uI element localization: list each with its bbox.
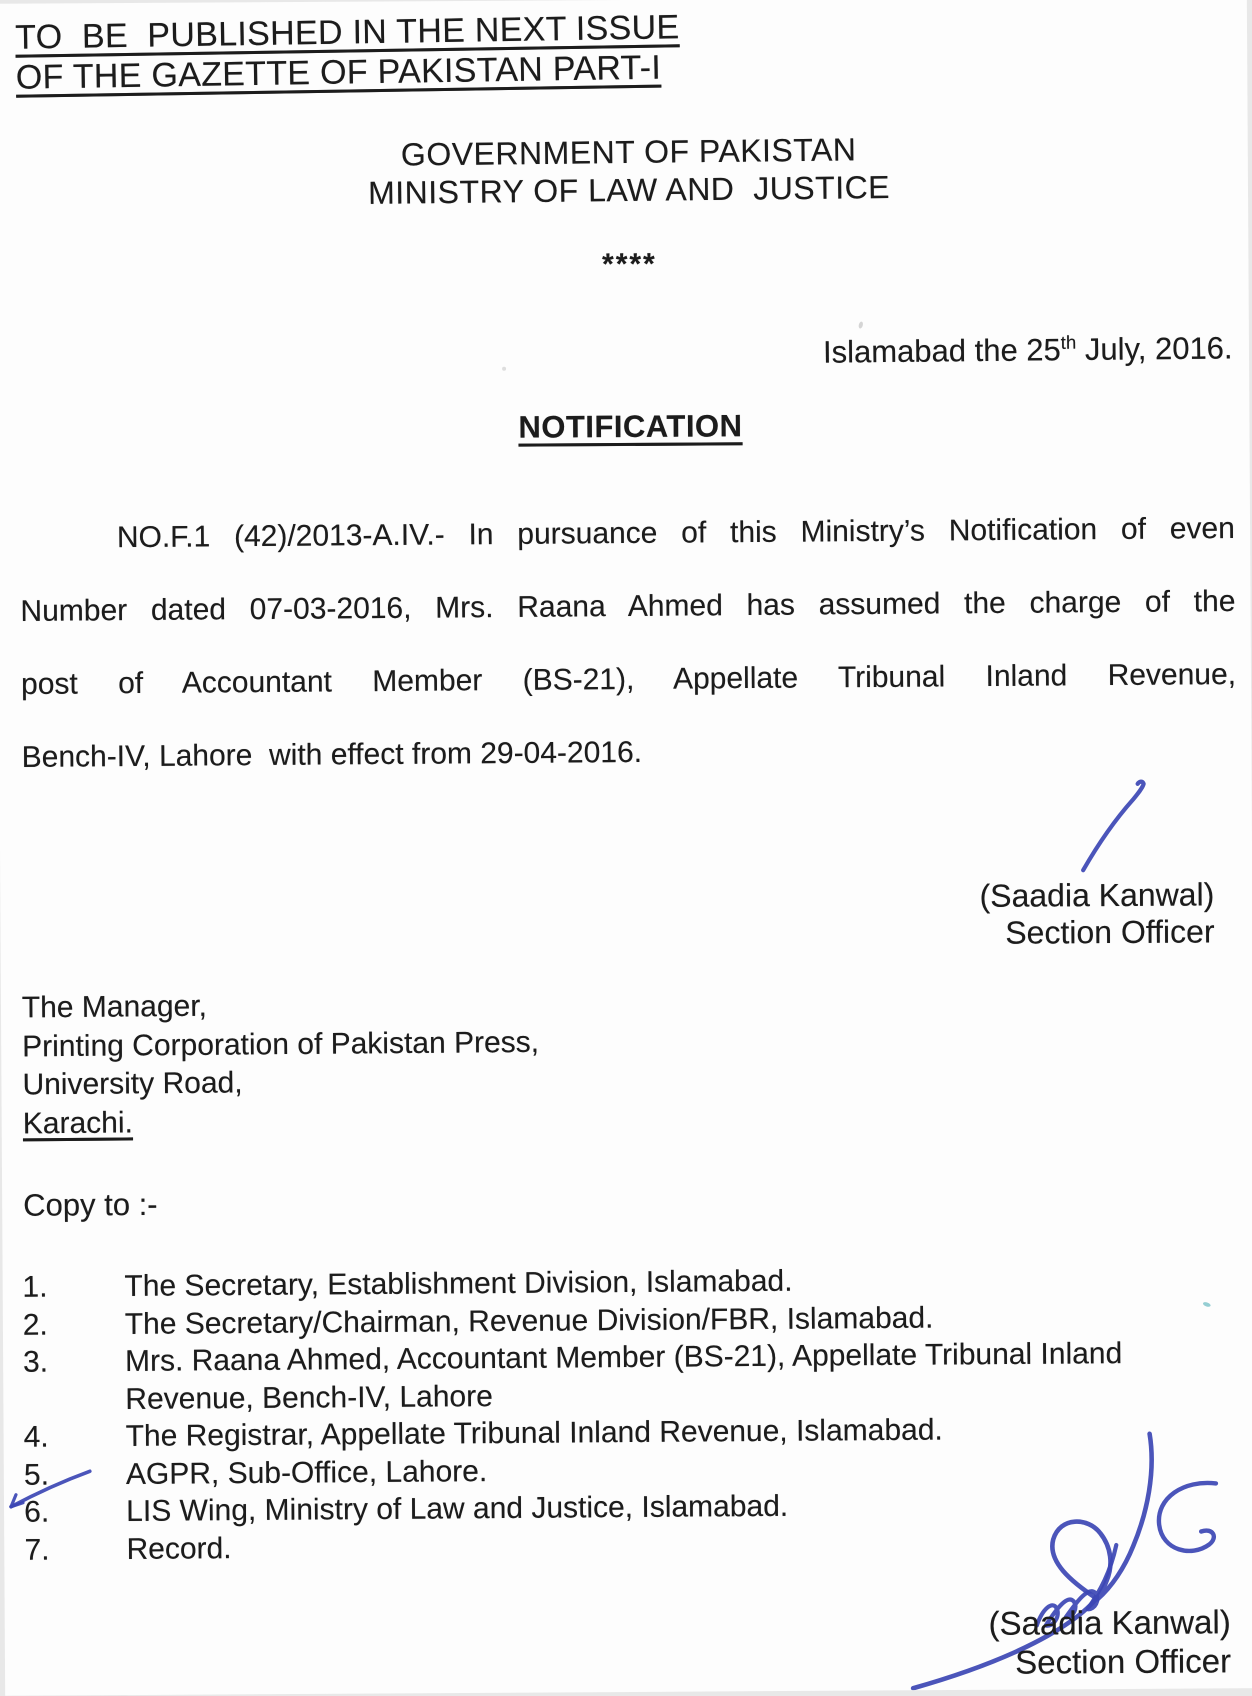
copy-to-heading: Copy to :- [23,1186,158,1223]
copy-to-list [22,1259,1239,1569]
list-item [23,1334,1239,1419]
government-title: GOVERNMENT OF PAKISTAN [400,131,857,173]
addressee-line-2: Printing Corporation of Pakistan Press, [22,1025,540,1063]
list-item-number: 1. [22,1270,48,1304]
body-line-2: Number dated 07-03-2016, Mrs. Raana Ahmed has assumed the charge of the [20,585,1236,628]
scan-speck [858,321,864,329]
notification-title: NOTIFICATION [518,408,743,445]
upper-signatory-name: (Saadia Kanwal) [979,876,1215,914]
scan-speck [502,367,506,371]
letterhead [328,130,929,213]
list-item-number: 4. [23,1420,49,1454]
list-item-number: 7. [24,1533,50,1567]
list-item-text: The Registrar, Appellate Tribunal Inland Revenue, Islamabad. [125,1413,943,1453]
list-item-number: 3. [22,1345,49,1379]
body-line-3: post of Accountant Member (BS-21), Appellate Tribunal Inland Revenue, [20,657,1237,701]
upper-signature-block [979,876,1214,951]
list-item-number: 6. [24,1495,50,1529]
list-item-text: The Secretary/Chairman, Revenue Division/FBR, Islamabad. [124,1301,934,1341]
gazette-notice-line-2: OF THE GAZETTE OF PAKISTAN PART-I [15,48,662,97]
body-line-4: Bench-IV, Lahore with effect from 29-04-2016. [21,735,643,774]
ministry-title: MINISTRY OF LAW AND JUSTICE [367,169,891,211]
dateline-text-after: July, 2016. [1076,330,1234,368]
lower-signatory-name: (Saadia Kanwal) [988,1603,1231,1642]
body-line-1: NO.F.1 (42)/2013-A.IV.- In pursuance of this Ministry’s Notification of even [116,512,1235,555]
list-item-number: 2. [22,1308,48,1342]
addressee-line-4: Karachi. [22,1105,134,1140]
upper-signature-ink-icon [1055,772,1166,883]
dateline-ordinal-suffix: th [1061,331,1077,353]
addressee-line-1: The Manager, [21,989,208,1025]
gazette-publication-notice [15,7,680,97]
lower-signature-block [988,1602,1231,1681]
dateline [823,330,1233,370]
addressee-block [22,985,540,1144]
upper-signatory-title: Section Officer [1005,913,1215,951]
stars-separator: **** [601,247,657,282]
list-item-text: LIS Wing, Ministry of Law and Justice, Islamabad. [126,1489,789,1528]
body-paragraph [20,492,1237,794]
lower-signatory-title: Section Officer [1015,1642,1232,1681]
gazette-notice-line-1: TO BE PUBLISHED IN THE NEXT ISSUE [14,8,680,57]
list-item-text: Mrs. Raana Ahmed, Accountant Member (BS-21), Appellate Tribunal Inland Revenue, Bench-IV, Lahore [124,1337,1123,1416]
list-item-text: The Secretary, Establishment Division, Islamabad. [124,1264,793,1303]
addressee-line-3: University Road, [22,1066,243,1102]
list-item-text: Record. [126,1531,232,1566]
list-item-text: AGPR, Sub-Office, Lahore. [125,1454,488,1491]
list-item-number: 5. [23,1458,50,1492]
dateline-text: Islamabad the 25 [823,332,1062,370]
